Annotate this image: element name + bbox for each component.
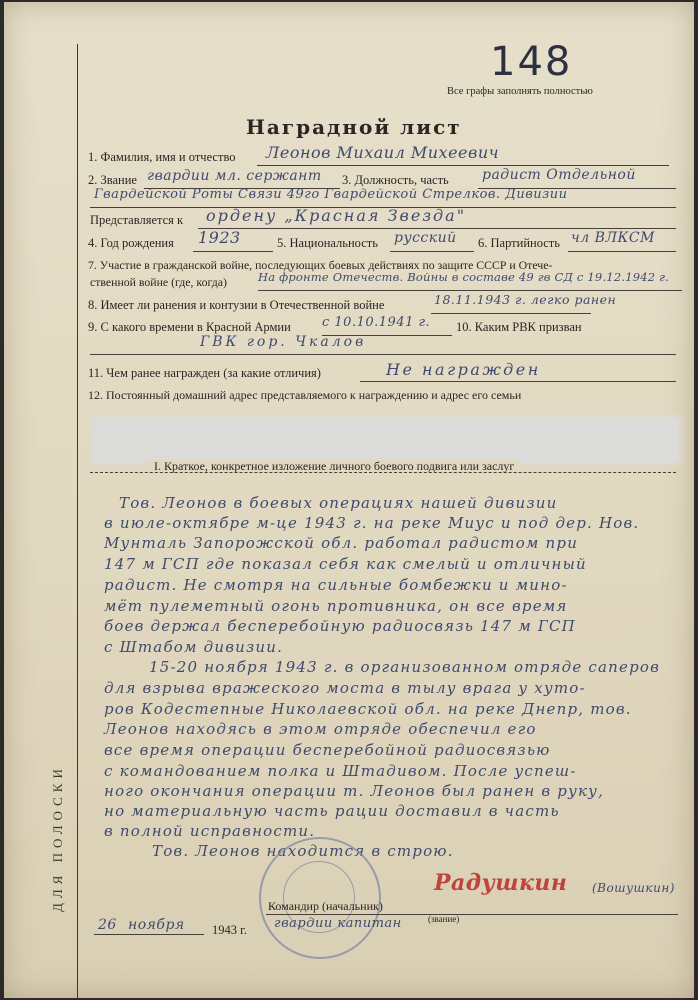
field-birthyear-value: 1923 [198,228,241,247]
field-participation-label-line1: 7. Участие в гражданской войне, последующих боевых действиях по защите СССР и Отече- [88,258,553,272]
feat-line: Мунталь Запорожской обл. работал радистом при [104,534,579,552]
field-prev-awards-value: Не награжден [386,360,541,379]
binding-strip-label: ДЛЯ ПОЛОСКИ [50,764,65,912]
feat-line: для взрыва вражеского моста в тылу врага у хуто- [104,679,586,697]
redacted-address-area [91,416,681,464]
fill-all-fields-note: Все графы заполнять полностью [447,86,593,97]
field-party-underline [568,251,676,252]
feat-line: все время операции бесперебойной радиосвязью [104,741,551,759]
field-nationality-label: 5. Национальность [277,236,378,250]
date-day: 26 [98,917,117,933]
feat-line: ров Кодестепные Николаевской обл. на реке Днепр, тов. [104,700,632,718]
field-birthyear-label: 4. Год рождения [88,236,174,250]
field-rank-label: 2. Звание [88,173,137,187]
feat-line: ного окончания операции т. Леонов был ранен в руку, [104,782,605,800]
date-underline [94,934,204,935]
field-birthyear-underline [193,251,273,252]
feat-line: боев держал бесперебойную радиосвязь 147 м ГСП [104,617,576,635]
field-nationality-value: русский [394,230,457,246]
commander-underline [266,914,678,915]
field-draft-office-label: 10. Каким РВК призван [456,320,582,334]
unit-stamp [259,837,381,959]
field-position-label: 3. Должность, часть [342,173,449,187]
field-participation-value: На фронте Отечеств. Войны в составе 49 гв СД с 19.12.1942 г. [258,270,669,284]
date-year: 1943 г. [212,923,247,937]
field-draft-office-underline [90,354,676,355]
field-address-label: 12. Постоянный домашний адрес представляемого к награждению и адрес его семьи [88,388,522,402]
commander-name-value: (Вошушкин) [592,881,675,895]
feat-line: 15-20 ноября 1943 г. в организованном отряде саперов [149,658,661,676]
field-name-underline [257,165,669,166]
field-wounds-value: 18.11.1943 г. легко ранен [434,292,617,307]
feat-line: с командованием полка и Штадивом. После успеш- [104,762,577,780]
feat-line: радист. Не смотря на сильные бомбежки и мино- [104,576,568,594]
field-position-value: радист Отдельной [482,167,636,183]
commander-label: Командир (начальник) [268,899,383,913]
field-participation-underline [258,290,682,291]
commander-signature: Радушкин [434,870,568,896]
feat-line: Леонов находясь в этом отряде обеспечил его [104,720,537,738]
page-title: Наградной лист [246,115,462,139]
field-draft-office-value: ГВК гор. Чкалов [200,334,367,350]
feat-line: Тов. Леонов находится в строю. [152,842,454,860]
field-wounds-label: 8. Имеет ли ранения и контузии в Отечественной войне [88,298,385,312]
field-army-since-value: с 10.10.1941 г. [322,315,431,330]
feat-line: но материальную часть рации доставил в часть [104,802,560,820]
document-number: 148 [490,39,573,85]
feat-line: Тов. Леонов в боевых операциях нашей дивизии [119,494,558,512]
field-position-value-cont: Гвардейской Роты Связи 49го Гвардейской Стрелков. Дивизии [94,187,568,202]
field-army-since-label: 9. С какого времени в Красной Армии [88,320,291,334]
feat-line: мёт пулеметный огонь противника, он все время [104,597,568,615]
feat-line: в полной исправности. [104,822,316,840]
section-title: I. Краткое, конкретное изложение личного боевого подвига или заслуг [150,460,518,472]
binding-margin-line [77,44,78,999]
field-name-value: Леонов Михаил Михеевич [266,143,500,162]
award-sheet [4,2,694,998]
rank-caption: (звание) [428,914,460,924]
field-party-value: чл ВЛКСМ [571,230,655,246]
field-wounds-underline [431,313,591,314]
feat-line: 147 м ГСП где показал себя как смелый и отличный [104,555,587,573]
commander-rank-value: гвардии капитан [274,916,402,931]
field-rank-value: гвардии мл. сержант [147,168,322,184]
field-participation-label-line2: ственной войне (где, когда) [90,275,227,289]
feat-line: в июле-октябре м-це 1943 г. на реке Миус и под дер. Нов. [104,514,640,532]
field-presented-label: Представляется к [90,213,184,227]
field-name-label: 1. Фамилия, имя и отчество [88,150,236,164]
field-presented-underline [198,228,676,229]
date-month: ноября [128,917,185,933]
field-prev-awards-underline [360,381,676,382]
field-nationality-underline [390,251,474,252]
field-prev-awards-label: 11. Чем ранее награжден (за какие отличия) [88,366,321,380]
feat-line: с Штабом дивизии. [104,638,284,656]
field-party-label: 6. Партийность [478,236,560,250]
field-presented-value: ордену „Красная Звезда" [206,206,467,225]
